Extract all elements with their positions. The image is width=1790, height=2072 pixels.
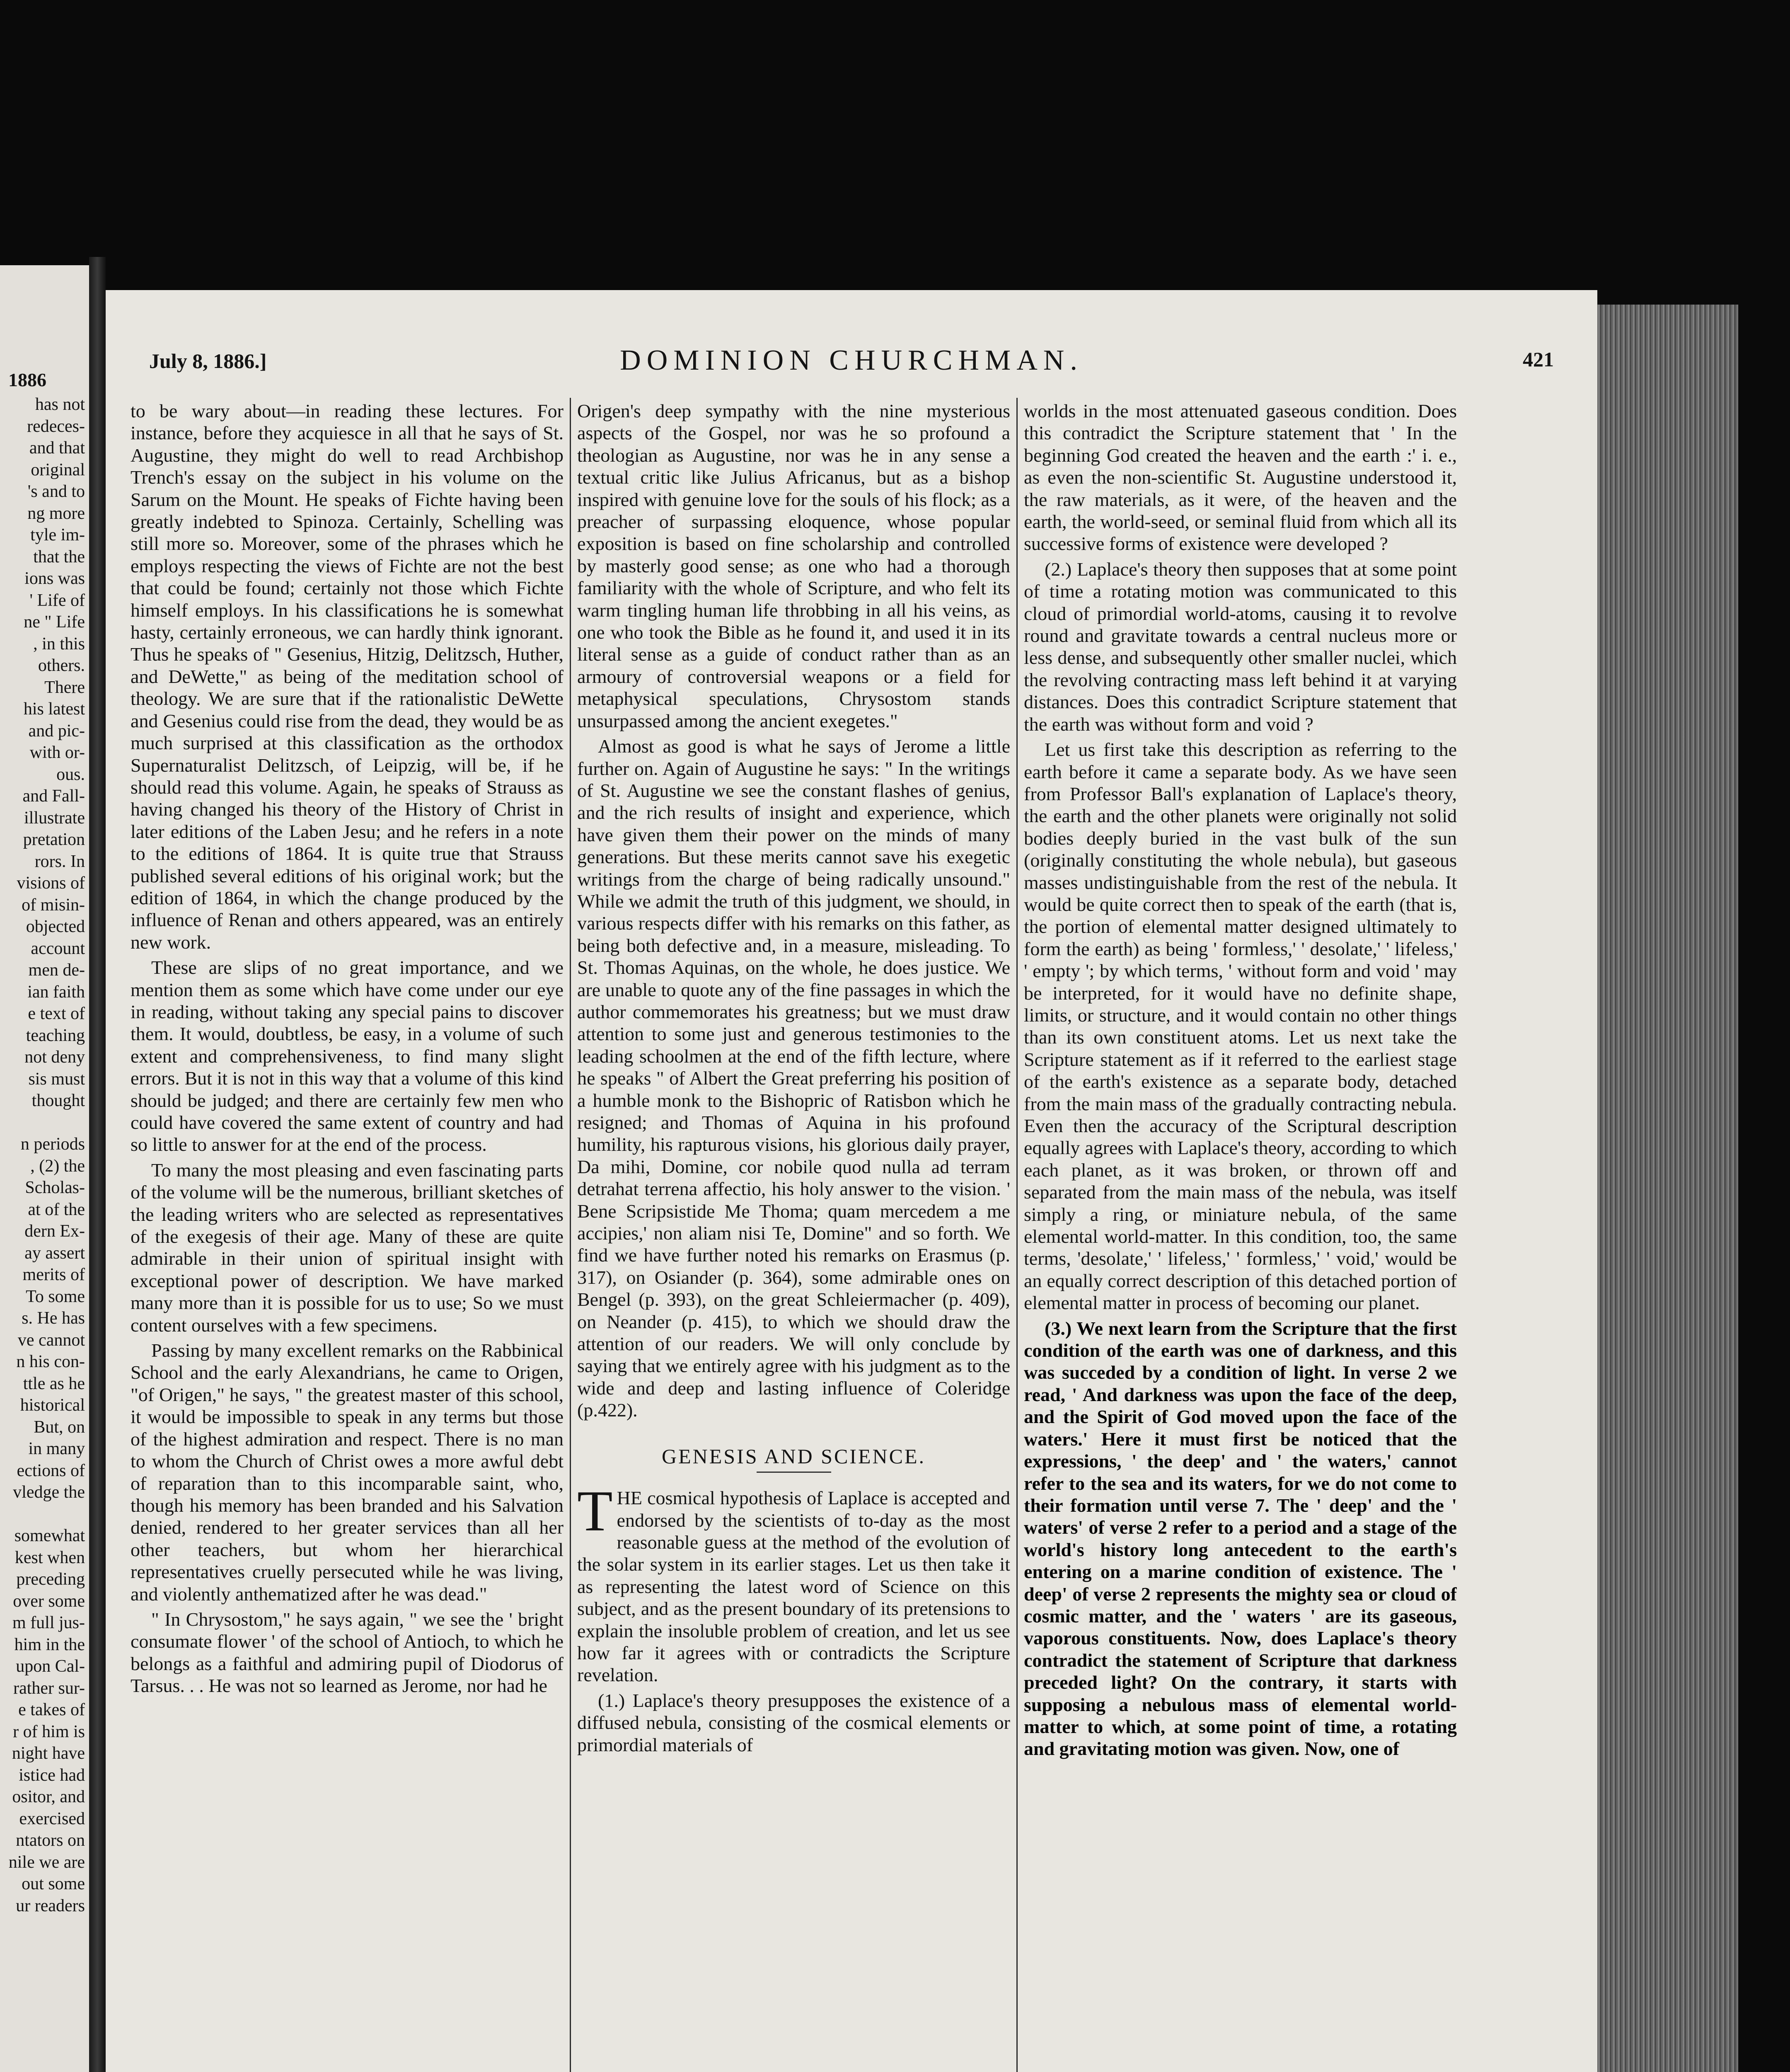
left-page-fragment: historical	[20, 1396, 85, 1415]
left-page-fragment: rors. In	[34, 852, 85, 871]
left-page-fragment: has not	[35, 395, 85, 414]
book-gutter	[89, 257, 106, 2072]
article-paragraph: (2.) Laplace's theory then supposes that at some point of time a rotating motion was communicated to this cloud of primordial world-atoms, causing it to revolve round and gravitate towards a central nucleus more or less dense, and subsequently other smaller nuclei, which the revolving contracting mass left behind it at varying distances. Does this contradict Scripture statement that the earth was without form and void ?	[1024, 558, 1457, 735]
left-page-fragment: and that	[29, 438, 85, 457]
left-page-fragment: account	[31, 939, 85, 958]
left-page-fragment: out some	[22, 1874, 85, 1893]
left-page-fragment: of misin-	[22, 895, 85, 915]
article-paragraph: Origen's deep sympathy with the nine mysterious aspects of the Gospel, nor was he so profound a theologian as Augustine, nor was he in any sense a textual critic like Julius Africanus, but as a bishop inspired with genuine love for the souls of his flock; as a preacher of surpassing eloquence, whose popular exposition is based on fine scholarship and controlled by masterly good sense; as one who had a thorough familiarity with the whole of Scripture, and who felt its warm tingling human life throbbing in all his veins, as one who took the Bible as he found it, and used it in its literal sense as a guide of conduct rather than as an armoury of controversial weapons or a field for metaphysical speculations, Chrysostom stands unsurpassed among the ancient exegetes."	[577, 400, 1010, 731]
left-page-fragment: upon Cal-	[16, 1657, 85, 1676]
left-page-fragment: at of the	[28, 1200, 85, 1219]
left-page-fragment: men de-	[28, 961, 85, 980]
left-page-fragment: s. He has	[22, 1309, 85, 1328]
left-page-fragment	[0, 1503, 89, 1525]
left-page-fragment: vledge the	[13, 1483, 85, 1502]
left-page-fragment: ntators on	[16, 1831, 85, 1850]
left-page-fragment: objected	[26, 917, 85, 936]
article-paragraph: Passing by many excellent remarks on the Rabbinical School and the early Alexandrians, he came to Origen, "of Origen," he says, " the greatest master of this school, it would be impossible to speak in any terms but those of the highest admiration and respect. There is no man to whom the Church of Christ owes a more awful debt of reparation than to this incomparable saint, who, though his memory has been branded and his Salvation denied, rendered to her greater services than all her other teachers, but whom her hierarchical representatives cruelly persecuted while he was living, and violently anthematized after he was dead."	[131, 1340, 564, 1605]
left-page-fragment: and pic-	[28, 721, 85, 741]
left-page-fragment: night have	[12, 1744, 85, 1763]
left-page-fragment: somewhat	[14, 1526, 85, 1545]
left-page-fragment: r of him is	[13, 1722, 85, 1741]
left-page-fragment	[0, 1112, 89, 1134]
column-divider	[1016, 398, 1018, 2072]
left-page-fragment: ous.	[56, 765, 85, 784]
left-page-fragment: exercised	[19, 1809, 85, 1828]
left-page-fragment: ve cannot	[17, 1330, 85, 1350]
article-paragraph: To many the most pleasing and even fascinating parts of the volume will be the numerous, brilliant sketches of the leading writers who are selected as representatives of the exegesis of their age. Many of these are quite admirable in their union of spiritual insight with exceptional power of description. We have marked many more than it is possible for us to use; So we must content ourselves with a few specimens.	[131, 1159, 564, 1336]
left-page-fragment: m full jus-	[12, 1613, 85, 1632]
page-number: 421	[1523, 348, 1554, 371]
article-paragraph: " In Chrysostom," he says again, " we see the ' bright consumate flower ' of the school of Antioch, to which he belongs as a faithful and admiring pupil of Diodorus of Tarsus. . . He was not so learned as Jerome, nor had he	[131, 1608, 564, 1697]
left-page-fragment: rather sur-	[13, 1678, 85, 1698]
article-paragraph: worlds in the most attenuated gaseous condition. Does this contradict the Scripture statement that ' In the beginning God created the heaven and the earth :' i. e., as even the non-scientific St. Augustine understood it, the raw materials, as it were, of the heaven and the earth, the world-seed, or seminal fluid from which all its successive forms of existence were developed ?	[1024, 400, 1457, 554]
left-page-fragment: To some	[26, 1287, 85, 1306]
left-page-fragment: ian faith	[27, 982, 85, 1002]
article-paragraph: (1.) Laplace's theory presupposes the existence of a diffused nebula, consisting of the cosmical elements or primordial materials of	[577, 1690, 1010, 1755]
left-page-fragment: ur readers	[16, 1896, 85, 1915]
left-page-fragment: Scholas-	[25, 1178, 85, 1197]
left-page-fragment: n his con-	[16, 1352, 85, 1371]
article-paragraph: These are slips of no great importance, and we mention them as some which have come under our eye in reading, without taking any special pains to discover them. It would, doubtless, be easy, in a volume of such extent and comprehensiveness, to find many slight errors. But it is not in this way that a volume of this kind should be judged; and there are certainly few men who could have covered the same extent of country and had so little to answer for at the end of the process.	[131, 957, 564, 1155]
left-page-fragment: over some	[13, 1591, 85, 1611]
column-right	[1024, 400, 1457, 2072]
left-page-fragment: , (2) the	[30, 1156, 85, 1176]
article-paragraph: (3.) We next learn from the Scripture that the first condition of the earth was one of darkness, and this was succeded by a condition of light. In verse 2 we read, ' And darkness was upon the face of the deep, and the Spirit of God moved upon the face of the waters.' Here it must first be noticed that the expressions, ' the deep' and ' the waters,' cannot refer to the sea and its waters, for we do not come to their formation until verse 7. The ' deep' and the ' waters' of verse 2 refer to a period and a stage of the world's history long antecedent to the earth's entering on a marine condition of existence. The ' deep' of verse 2 represents the mighty sea or cloud of cosmic matter, and the ' waters ' are its gaseous, vaporous constituents. Now, does Laplace's theory contradict the statement of Scripture that darkness preceded light? On the contrary, it starts with supposing a nebulous mass of elemental world-matter to which, at some point of time, a rotating and gravitating motion was given. Now, one of	[1024, 1317, 1457, 1760]
article-paragraph: Let us first take this description as referring to the earth before it came a separate body. As we have seen from Professor Ball's explanation of Laplace's theory, the earth and the other planets were originally not solid bodies deeply buried in the vast bulk of the sun (originally constituting the whole nebula), but gaseous masses undistinguishable from the rest of the nebula. It would be quite correct then to speak of the earth (that is, the portion of elemental matter designed ultimately to form the earth) as being ' formless,' ' desolate,' ' lifeless,' ' empty '; by which terms, ' without form and void ' may be interpreted, for it would have no definite shape, limits, or structure, and it would contain no other things than its own constituent atoms. Let us next take the Scripture statement as if it referred to the earliest stage of the earth's existence as a separate body, detached from the main mass of the gradually contracting nebula. Even then the accuracy of the Scriptural description equally agrees with Laplace's theory, according to which each planet, as it was broken, or thrown off and separated from the main mass of the nebula, was itself simply a ring, or miniature nebula, of the same elemental world-matter. In this condition, too, the same terms, 'desolate,' ' lifeless,' ' formless,' ' void,' would be an equally correct description of this detached portion of elemental matter in process of becoming our planet.	[1024, 739, 1457, 1314]
drop-cap: T	[577, 1479, 613, 1544]
left-page-fragment: in many	[28, 1439, 85, 1458]
column-divider	[570, 398, 571, 2072]
left-page-fragment: ositor, and	[12, 1787, 85, 1806]
left-page-fragment: him in the	[14, 1635, 85, 1654]
left-page-fragment: There	[44, 678, 85, 697]
left-page-fragment: n periods	[20, 1135, 85, 1154]
left-page-header: 1886	[8, 369, 46, 390]
left-page-fragment: tyle im-	[30, 525, 85, 545]
article-paragraph: to be wary about—in reading these lectures. For instance, before they acquiesce in all that he says of St. Augustine, they might do well to read Archbishop Trench's essay on the subject in his volume on the Sarum on the Mount. He speaks of Fichte having been greatly indebted to Spinoza. Certainly, Schelling was still more so. Moreover, some of the phrases which he employs respecting the views of Fichte are not the best that could be found; certainly not those which Fichte himself employs. In his classifications he is somewhat hasty, certainly erroneous, we can hardly think ignorant. Thus he speaks of " Gesenius, Hitzig, Delitzsch, Huther, and DeWette," as being of the meditation school of theology. We are sure that if the rationalistic DeWette and Gesenius could rise from the dead, they would be as much surprised at this classification as the orthodox Supernaturalist Delitzsch, of Leipzig, will be, if he should read this volume. Again, he speaks of Strauss as having changed his theory of the History of Christ in later editions of the Laben Jesu; and he refers in a note to the editions of 1864. It is quite true that Strauss published several editions of his original work; but the edition of 1864, in which the change produced by the influence of Renan and others appeared, was an entirely new work.	[131, 400, 564, 953]
article-heading: GENESIS AND SCIENCE.	[577, 1445, 1010, 1473]
left-page-fragment: ng more	[27, 503, 85, 523]
left-page-fragment: , in this	[33, 634, 85, 654]
left-page-fragment: ections of	[17, 1461, 85, 1480]
left-page-fragment: original	[31, 460, 85, 479]
left-page-fragment: istice had	[19, 1765, 85, 1785]
left-page-fragment: with or-	[29, 743, 85, 762]
left-page-fragment: ions was	[24, 569, 85, 588]
left-page-fragment: redeces-	[27, 416, 85, 436]
column-middle	[577, 400, 1010, 2072]
issue-date: July 8, 1886.]	[149, 349, 267, 373]
left-page-fragment: preceding	[16, 1570, 85, 1589]
left-page-fragment: ttle as he	[23, 1374, 85, 1393]
left-page-fragment: ay assert	[24, 1243, 85, 1263]
left-page-fragment: dern Ex-	[24, 1222, 85, 1241]
page-header	[149, 344, 1554, 377]
article-paragraph: Almost as good is what he says of Jerome a little further on. Again of Augustine he says: " In the writings of St. Augustine we see the constant flashes of genius, and the rich results of insight and experience, which have given them their power on the minds of many generations. But these merits cannot save his exegetic writings from the charge of being radically unsound." While we admit the truth of this judgment, we should, in various respects differ with his remarks on this father, as being both defective and, in a measure, misleading. To St. Thomas Aquinas, on the whole, he does justice. We are unable to quote any of the fine passages in which the author commemorates his greatness; but we must draw attention to some just and generous testimonies to the leading schoolmen at the end of the fifth lecture, where he speaks " of Albert the Great preferring his position of a humble monk to the Bishopric of Ratisbon which he resigned; and Thomas of Aquina in his profound humility, his rapturous visions, his glorious daily prayer, Da mihi, Domine, cor nobile quod nulla ad terram detrahat terrena affectio, his holy answer to the vision. ' Bene Scripsistide Me Thoma; quam mercedem a me accipies,' non aliam nisi Te, Domine" and so forth. We find we have further noted his remarks on Erasmus (p. 317), on Osiander (p. 364), some admirable ones on Bengel (p. 393), on the great Schleiermacher (p. 409), on Neander (p. 415), to which we should draw the attention of our readers. We will only conclude by saying that we entirely agree with his judgment as to the wide and deep and lasting influence of Coleridge (p.422).	[577, 736, 1010, 1421]
left-page-fragment: 's and to	[27, 482, 85, 501]
left-page-fragments	[0, 394, 89, 1917]
left-page-fragment: e takes of	[18, 1700, 85, 1719]
page-stack-edge	[1597, 305, 1738, 2072]
left-page-fragment: But, on	[34, 1417, 85, 1437]
left-page-fragment: sis must	[28, 1069, 85, 1089]
left-page-fragment: others.	[38, 656, 85, 675]
left-page-fragment: ne " Life	[24, 612, 85, 632]
left-page-fragment: his latest	[23, 700, 85, 719]
article-paragraph	[577, 1479, 1010, 1686]
left-page-fragment: that the	[33, 547, 85, 566]
left-page-fragment: and Fall-	[22, 787, 85, 806]
left-page-fragment: illustrate	[24, 808, 85, 828]
left-page-fragment: merits of	[22, 1265, 85, 1284]
left-page-fragment: ' Life of	[29, 591, 85, 610]
left-page-fragment: pretation	[23, 830, 85, 849]
left-page-strip	[0, 265, 89, 2072]
left-page-fragment: e text of	[28, 1004, 85, 1023]
left-page-fragment: not deny	[24, 1048, 85, 1067]
paragraph-text: HE cosmical hypothesis of Laplace is accepted and endorsed by the scientists of to-day as the most reasonable guess at the method of the evolution of the solar system in its earlier stages. Let us then take it as representing the latest word of Science on this subject, and as the present boundary of its pretensions to explain the insoluble problem of creation, and let us see how far it agrees with or contradicts the Scripture revelation.	[577, 1487, 1010, 1686]
left-page-fragment: visions of	[17, 874, 85, 893]
left-page-fragment: teaching	[26, 1026, 85, 1045]
left-page-fragment: kest when	[15, 1548, 85, 1567]
newspaper-page	[106, 290, 1597, 2072]
left-page-fragment: nile we are	[8, 1852, 85, 1872]
publication-title: DOMINION CHURCHMAN.	[620, 344, 1083, 376]
left-page-fragment: thought	[31, 1091, 85, 1110]
column-left	[131, 400, 564, 2072]
